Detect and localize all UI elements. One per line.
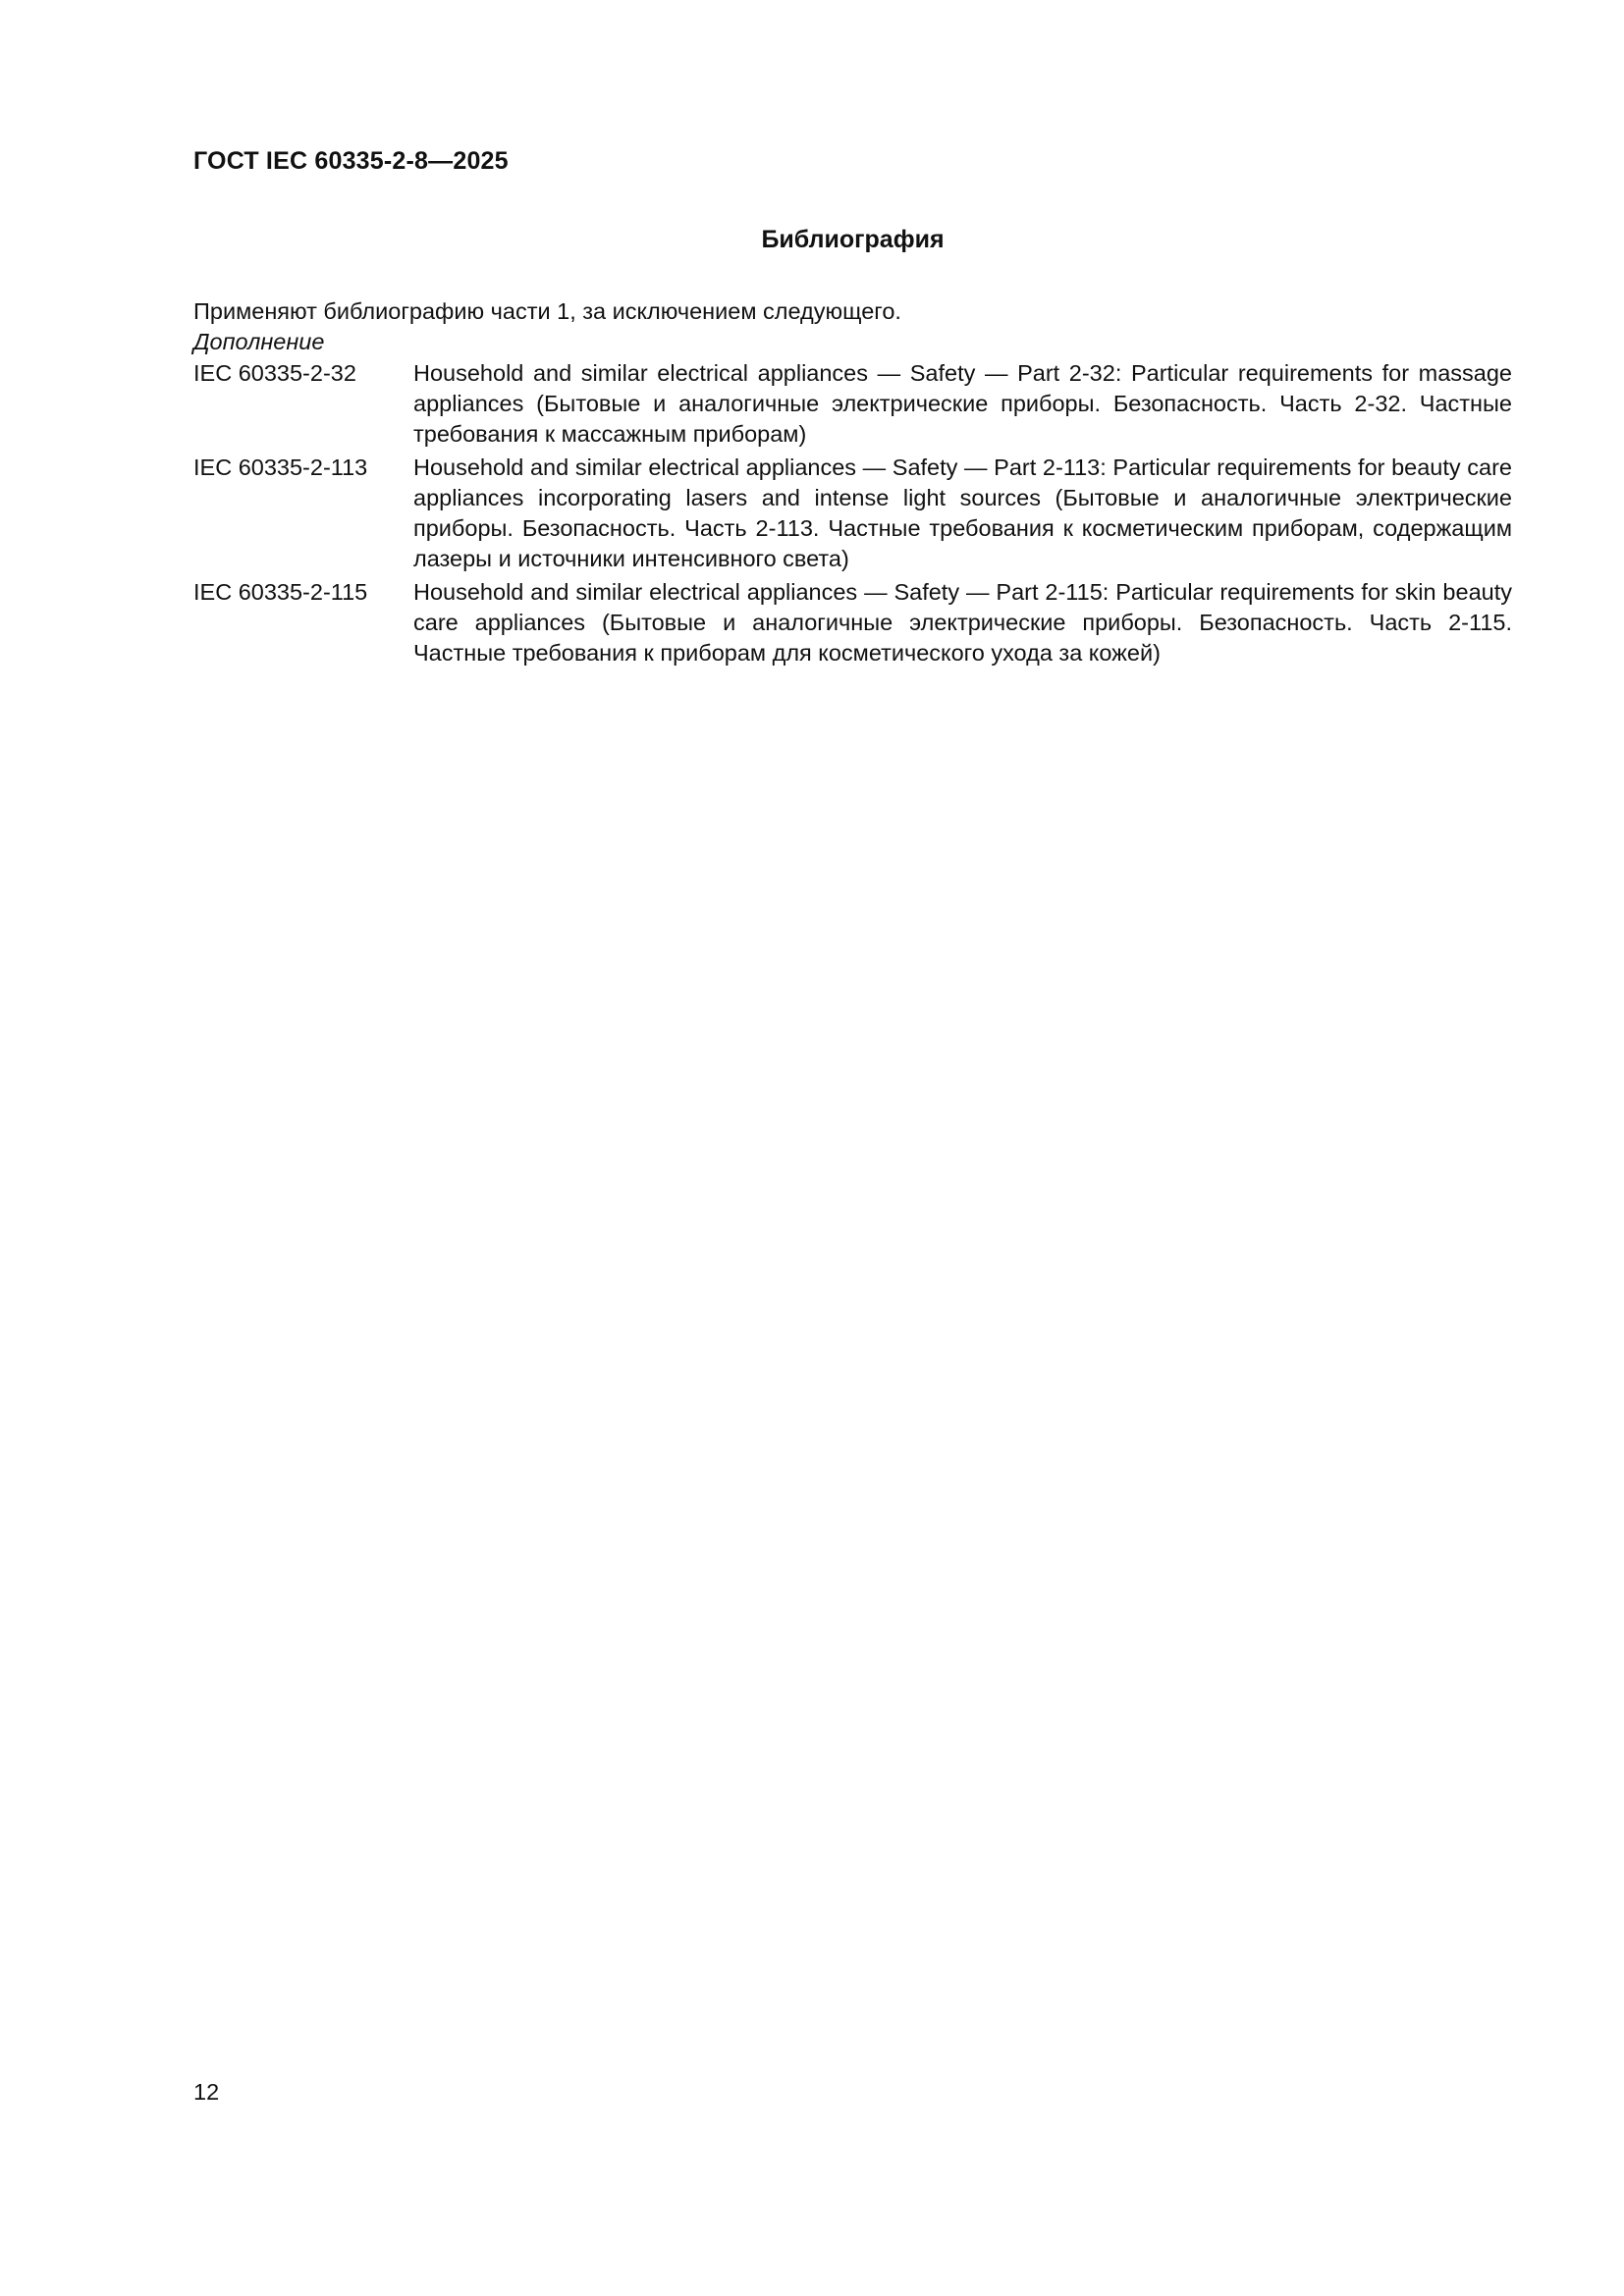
reference-title: Household and similar electrical appliances — Safety — Part 2-32: Particular requirements for massage appliances (Бытовые и аналогичные электрические приборы. Безопасность. Часть 2-32. Частные требования к массажным приборам)	[413, 360, 1512, 447]
page-number: 12	[193, 2079, 220, 2105]
reference-title: Household and similar electrical appliances — Safety — Part 2-115: Particular requirements for skin beauty care appliances (Бытовые и аналогичные электрические приборы. Безопасность. Часть 2-115. Частные требования к приборам для косметического ухода за кожей)	[413, 579, 1512, 666]
document-header: ГОСТ IEC 60335-2-8—2025	[193, 147, 509, 175]
reference-code: IEC 60335-2-115	[193, 579, 368, 605]
bibliography-intro: Применяют библиографию части 1, за исключением следующего.	[193, 298, 901, 324]
bibliography-title: Библиография	[761, 226, 945, 253]
reference-entry	[193, 577, 1512, 668]
bibliography-body	[193, 296, 1512, 668]
supplement-label: Дополнение	[193, 329, 325, 354]
reference-code: IEC 60335-2-32	[193, 360, 356, 386]
reference-list	[193, 358, 1512, 668]
reference-code: IEC 60335-2-113	[193, 454, 368, 480]
reference-title: Household and similar electrical appliances — Safety — Part 2-113: Particular requirements for beauty care appliances incorporating lasers and intense light sources (Бытовые и аналогичные электрические приборы. Безопасность. Часть 2-113. Частные требования к косметическим приборам, содержащим лазеры и источники интенсивного света)	[413, 454, 1512, 571]
reference-entry	[193, 358, 1512, 450]
reference-entry	[193, 453, 1512, 574]
